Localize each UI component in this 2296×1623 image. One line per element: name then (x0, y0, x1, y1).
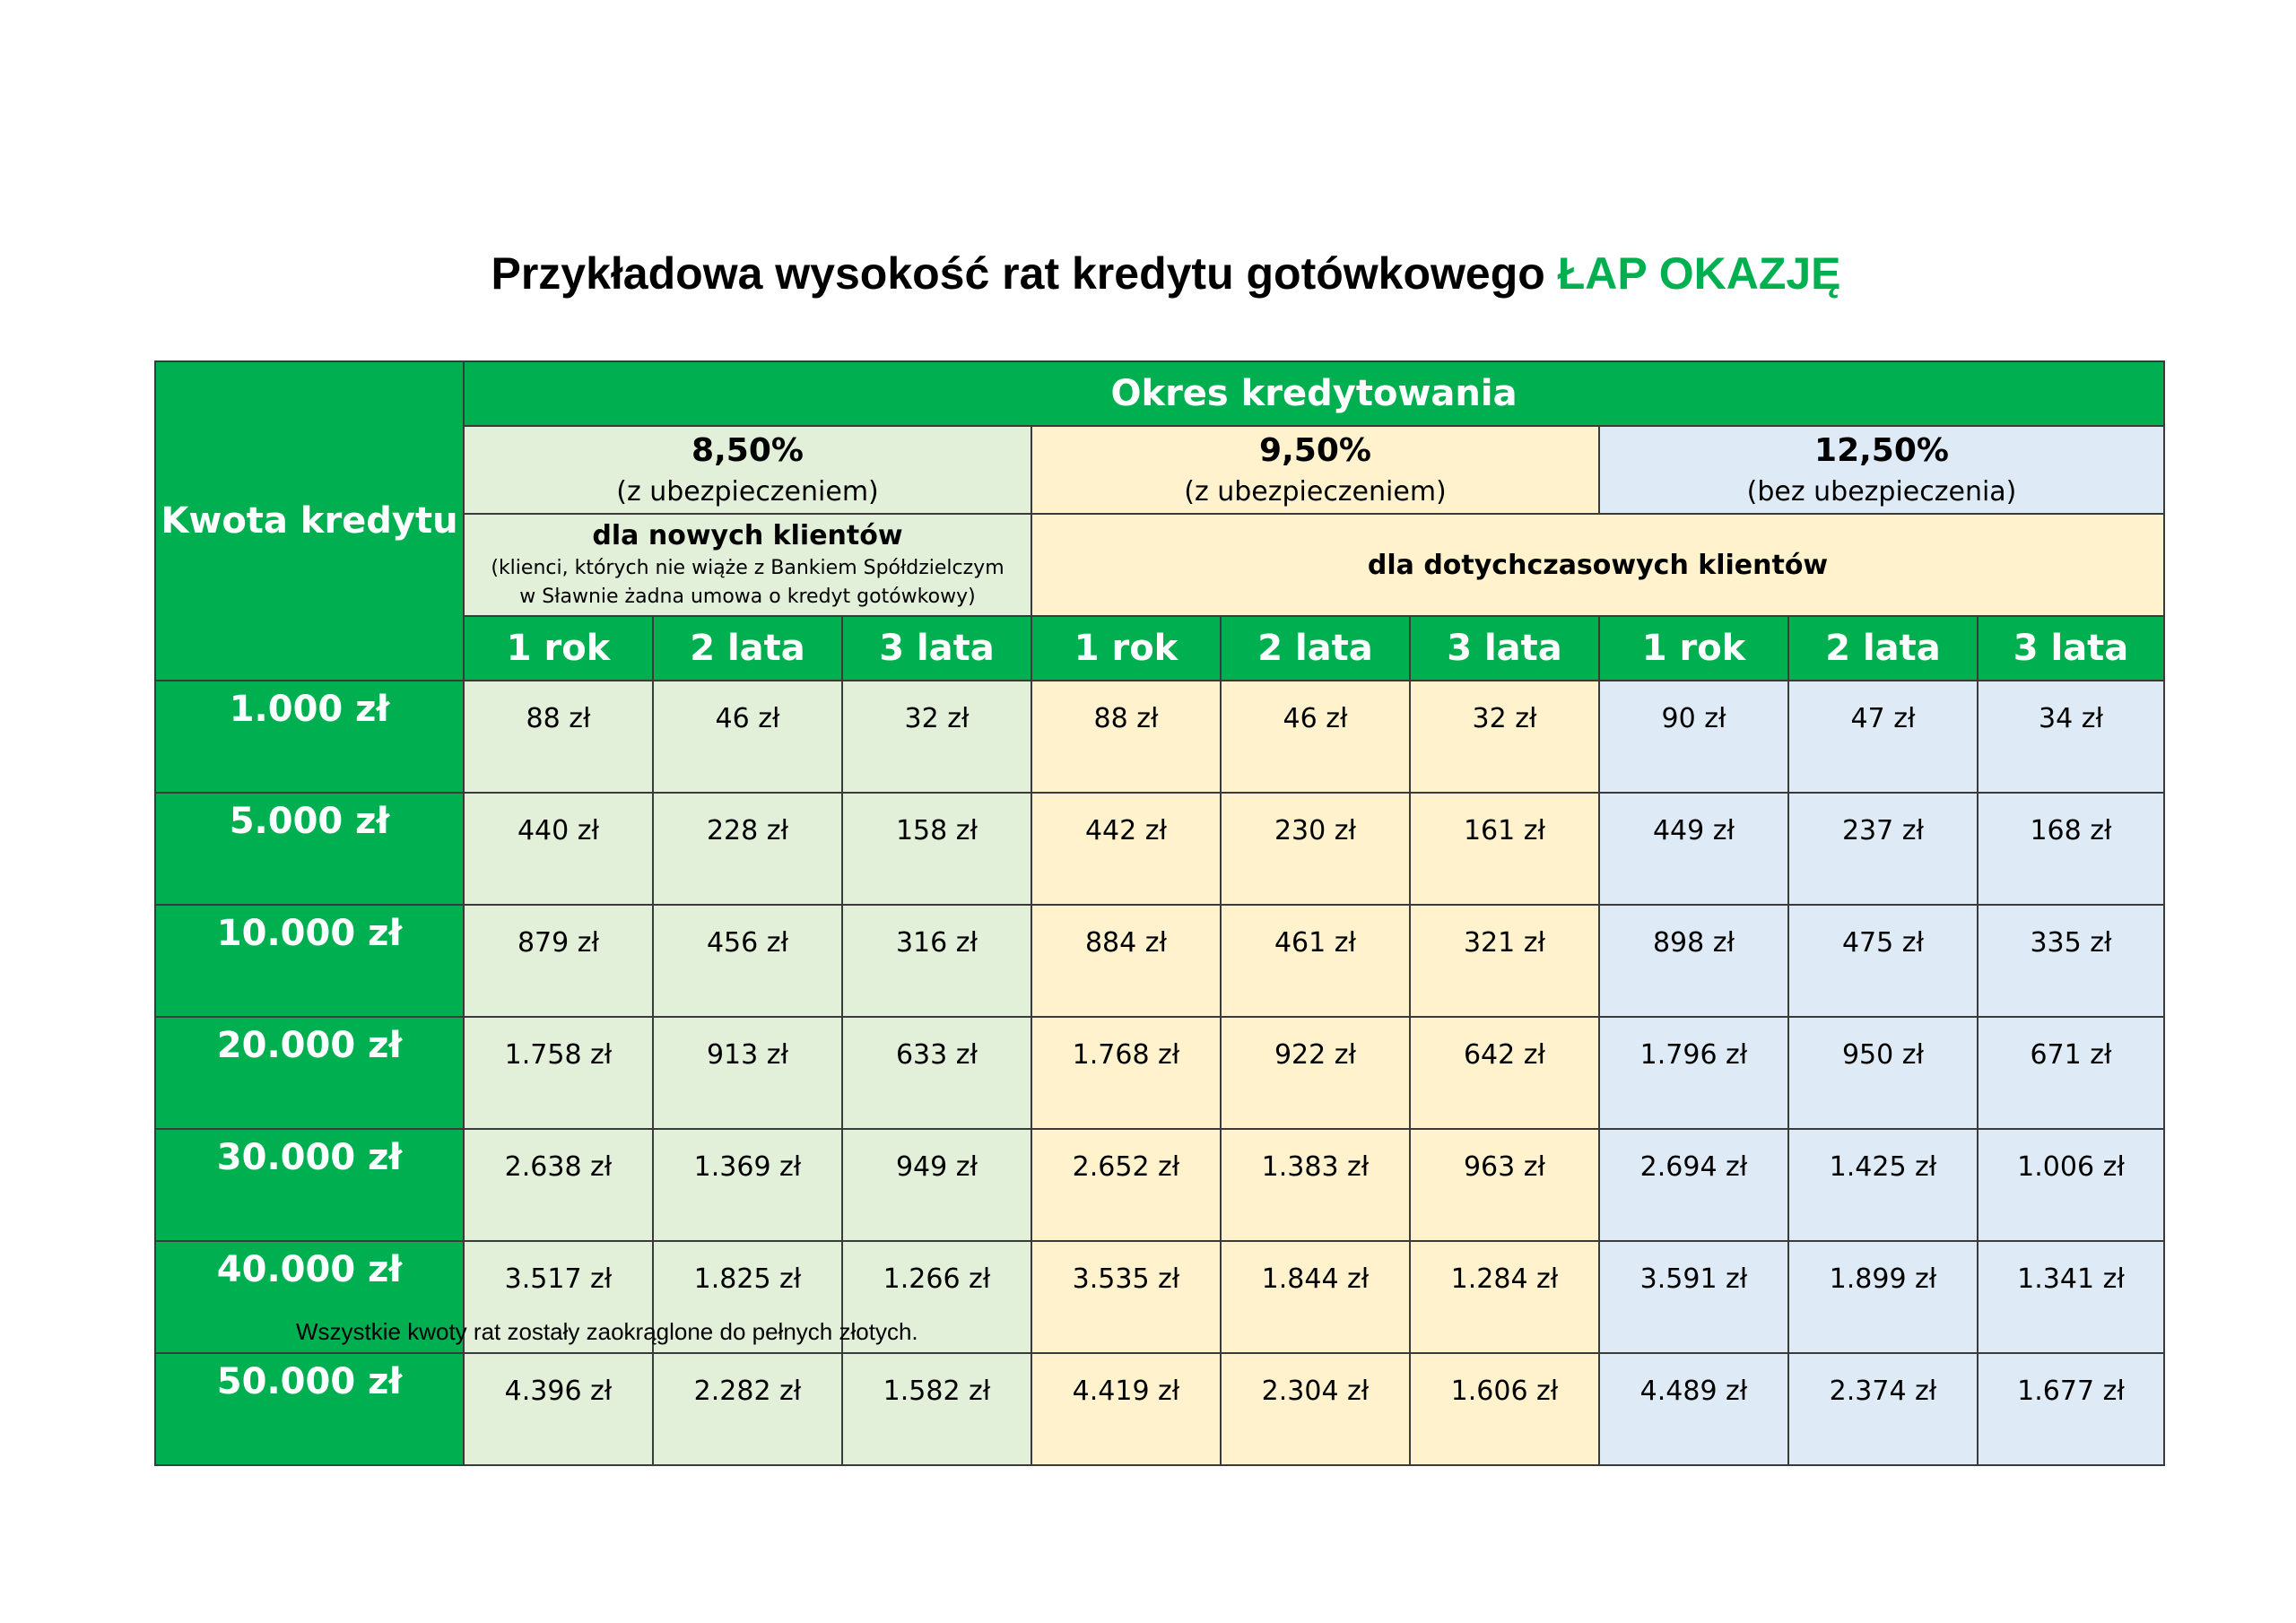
installment-cell: 90 zł (1599, 681, 1788, 793)
installment-cell: 335 zł (1978, 905, 2164, 1017)
segment-new-clients (464, 514, 1031, 616)
rate-value: 8,50% (691, 432, 804, 469)
amount-header: Kwota kredytu (155, 361, 464, 681)
installment-cell: 32 zł (842, 681, 1031, 793)
installment-cell: 168 zł (1978, 793, 2164, 905)
rate-note: (bez ubezpieczenia) (1746, 476, 2017, 508)
installment-cell: 950 zł (1788, 1017, 1978, 1129)
title-main: Przykładowa wysokość rat kredytu gotówkowego (491, 248, 1545, 299)
amount-cell: 1.000 zł (155, 681, 464, 793)
rate-header-12-50 (1599, 426, 2164, 514)
installment-cell: 475 zł (1788, 905, 1978, 1017)
installment-cell: 1.425 zł (1788, 1129, 1978, 1241)
page-title (0, 242, 2296, 305)
installment-cell: 237 zł (1788, 793, 1978, 905)
installment-cell: 32 zł (1410, 681, 1599, 793)
term-header: 2 lata (1788, 616, 1978, 681)
installment-cell: 3.517 zł (464, 1241, 653, 1353)
installment-cell: 4.489 zł (1599, 1353, 1788, 1465)
amount-cell: 5.000 zł (155, 793, 464, 905)
rate-header-8-50 (464, 426, 1031, 514)
installment-cell: 2.638 zł (464, 1129, 653, 1241)
installment-cell: 642 zł (1410, 1017, 1599, 1129)
table-row (155, 1129, 2164, 1241)
installment-cell: 1.383 zł (1221, 1129, 1410, 1241)
amount-cell: 40.000 zł (155, 1241, 464, 1353)
segment-title: dla nowych klientów (592, 520, 903, 551)
installment-cell: 2.374 zł (1788, 1353, 1978, 1465)
installment-cell: 1.266 zł (842, 1241, 1031, 1353)
term-header: 1 rok (1031, 616, 1221, 681)
term-header: 2 lata (1221, 616, 1410, 681)
installment-cell: 461 zł (1221, 905, 1410, 1017)
rate-header-9-50 (1031, 426, 1599, 514)
installment-cell: 2.652 zł (1031, 1129, 1221, 1241)
installment-cell: 4.419 zł (1031, 1353, 1221, 1465)
installment-cell: 1.844 zł (1221, 1241, 1410, 1353)
table-row (155, 1017, 2164, 1129)
installment-cell: 321 zł (1410, 905, 1599, 1017)
amount-cell: 30.000 zł (155, 1129, 464, 1241)
installment-cell: 46 zł (653, 681, 842, 793)
installment-cell: 1.825 zł (653, 1241, 842, 1353)
installment-cell: 671 zł (1978, 1017, 2164, 1129)
installment-cell: 158 zł (842, 793, 1031, 905)
installment-cell: 922 zł (1221, 1017, 1410, 1129)
segment-existing-clients (1031, 514, 2164, 616)
installment-cell: 440 zł (464, 793, 653, 905)
installment-cell: 228 zł (653, 793, 842, 905)
installment-cell: 34 zł (1978, 681, 2164, 793)
installment-cell: 1.369 zł (653, 1129, 842, 1241)
data-rows (155, 681, 2164, 1465)
term-header: 2 lata (653, 616, 842, 681)
installment-cell: 898 zł (1599, 905, 1788, 1017)
installment-cell: 2.304 zł (1221, 1353, 1410, 1465)
period-header: Okres kredytowania (464, 361, 2164, 426)
loan-rates-table (154, 360, 2165, 1466)
installment-cell: 1.582 zł (842, 1353, 1031, 1465)
segment-title: dla dotychczasowych klientów (1367, 549, 1829, 581)
installment-cell: 1.768 zł (1031, 1017, 1221, 1129)
installment-cell: 1.284 zł (1410, 1241, 1599, 1353)
term-header: 3 lata (1978, 616, 2164, 681)
installment-cell: 1.899 zł (1788, 1241, 1978, 1353)
installment-cell: 1.606 zł (1410, 1353, 1599, 1465)
segment-note-line1: (klienci, których nie wiąże z Bankiem Spółdzielczym (491, 557, 1004, 579)
installment-cell: 879 zł (464, 905, 653, 1017)
installment-cell: 949 zł (842, 1129, 1031, 1241)
term-header: 1 rok (1599, 616, 1788, 681)
installment-cell: 633 zł (842, 1017, 1031, 1129)
table-row (155, 681, 2164, 793)
installment-cell: 449 zł (1599, 793, 1788, 905)
installment-cell: 1.677 zł (1978, 1353, 2164, 1465)
term-header: 1 rok (464, 616, 653, 681)
installment-cell: 1.758 zł (464, 1017, 653, 1129)
rate-note: (z ubezpieczeniem) (616, 476, 879, 508)
table-row (155, 1353, 2164, 1465)
amount-cell: 50.000 zł (155, 1353, 464, 1465)
segment-note-line2: w Sławnie żadna umowa o kredyt gotówkowy) (519, 586, 976, 608)
rate-value: 12,50% (1814, 432, 1949, 469)
installment-cell: 88 zł (464, 681, 653, 793)
installment-cell: 230 zł (1221, 793, 1410, 905)
table-row (155, 793, 2164, 905)
term-header: 3 lata (842, 616, 1031, 681)
installment-cell: 88 zł (1031, 681, 1221, 793)
installment-cell: 4.396 zł (464, 1353, 653, 1465)
installment-cell: 913 zł (653, 1017, 842, 1129)
installment-cell: 47 zł (1788, 681, 1978, 793)
installment-cell: 1.796 zł (1599, 1017, 1788, 1129)
installment-cell: 884 zł (1031, 905, 1221, 1017)
installment-cell: 1.341 zł (1978, 1241, 2164, 1353)
rate-value: 9,50% (1259, 432, 1371, 469)
rate-note: (z ubezpieczeniem) (1184, 476, 1447, 508)
installment-cell: 963 zł (1410, 1129, 1599, 1241)
installment-cell: 46 zł (1221, 681, 1410, 793)
amount-cell: 20.000 zł (155, 1017, 464, 1129)
installment-cell: 442 zł (1031, 793, 1221, 905)
term-header: 3 lata (1410, 616, 1599, 681)
header-row-period (155, 361, 2164, 426)
installment-cell: 3.591 zł (1599, 1241, 1788, 1353)
table-row (155, 905, 2164, 1017)
title-accent: ŁAP OKAZJĘ (1557, 248, 1841, 299)
footnote: Wszystkie kwoty rat zostały zaokrąglone do pełnych złotych. (296, 1318, 918, 1345)
installment-cell: 456 zł (653, 905, 842, 1017)
installment-cell: 2.282 zł (653, 1353, 842, 1465)
installment-cell: 161 zł (1410, 793, 1599, 905)
installment-cell: 3.535 zł (1031, 1241, 1221, 1353)
installment-cell: 2.694 zł (1599, 1129, 1788, 1241)
installment-cell: 1.006 zł (1978, 1129, 2164, 1241)
amount-cell: 10.000 zł (155, 905, 464, 1017)
installment-cell: 316 zł (842, 905, 1031, 1017)
